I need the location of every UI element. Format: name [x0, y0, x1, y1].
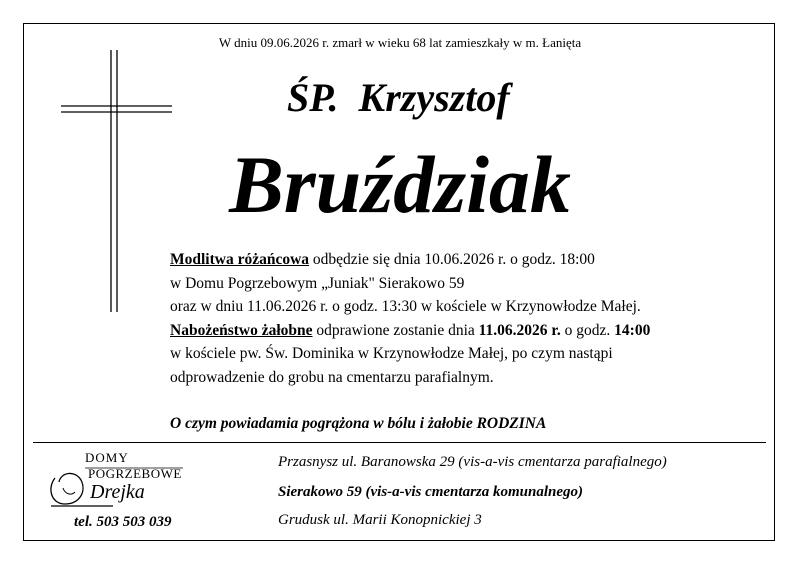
- funeral-after: odprowadzenie do grobu na cmentarzu parafialnym.: [170, 368, 494, 386]
- funeral-line: [170, 319, 730, 343]
- funeral-text-b: o godz.: [560, 321, 615, 339]
- logo-line1: DOMY: [85, 450, 129, 465]
- phone-number: tel. 503 503 039: [74, 514, 172, 530]
- divider: [33, 442, 766, 443]
- address-sierakowo: Sierakowo 59 (vis-a-vis cmentarza komunalnego): [278, 484, 584, 500]
- rosary-place: w Domu Pogrzebowym „Juniak" Sierakowo 59: [170, 274, 465, 292]
- funeral-label: Nabożeństwo żałobne: [170, 321, 313, 339]
- family-notice: O czym powiadamia pogrążona w bólu i żałobie RODZINA: [170, 415, 547, 432]
- rosary-label: Modlitwa różańcowa: [170, 251, 310, 268]
- logo-line2: POGRZEBOWE: [88, 466, 182, 481]
- deceased-surname: Bruździak: [229, 139, 571, 230]
- funeral-place: w kościele pw. Św. Dominika w Krzynowłodze Małej, po czym nastąpi: [170, 345, 613, 362]
- funeral-text-a: odprawione zostanie dnia: [312, 321, 479, 339]
- funeral-date: 11.06.2026 r.: [478, 321, 561, 339]
- death-announcement: W dniu 09.06.2026 r. zmarł w wieku 68 lat zamieszkały w m. Łanięta: [218, 35, 582, 50]
- rosary-line: [170, 248, 730, 272]
- ceremony-details: [170, 248, 730, 389]
- address-grudusk: Grudusk ul. Marii Konopnickiej 3: [278, 512, 482, 528]
- funeral-time: 14:00: [614, 321, 651, 339]
- address-przasnysz: Przasnysz ul. Baranowska 29 (vis-a-vis cmentarza parafialnego): [278, 454, 667, 470]
- deceased-first-name: ŚP. Krzysztof: [287, 75, 510, 120]
- logo-name: Drejka: [90, 481, 145, 503]
- rosary-text: odbędzie się dnia 10.06.2026 r. o godz. 18:00: [309, 251, 595, 268]
- rosary-second: oraz w dniu 11.06.2026 r. o godz. 13:30 w kościele w Krzynowłodze Małej.: [170, 298, 641, 315]
